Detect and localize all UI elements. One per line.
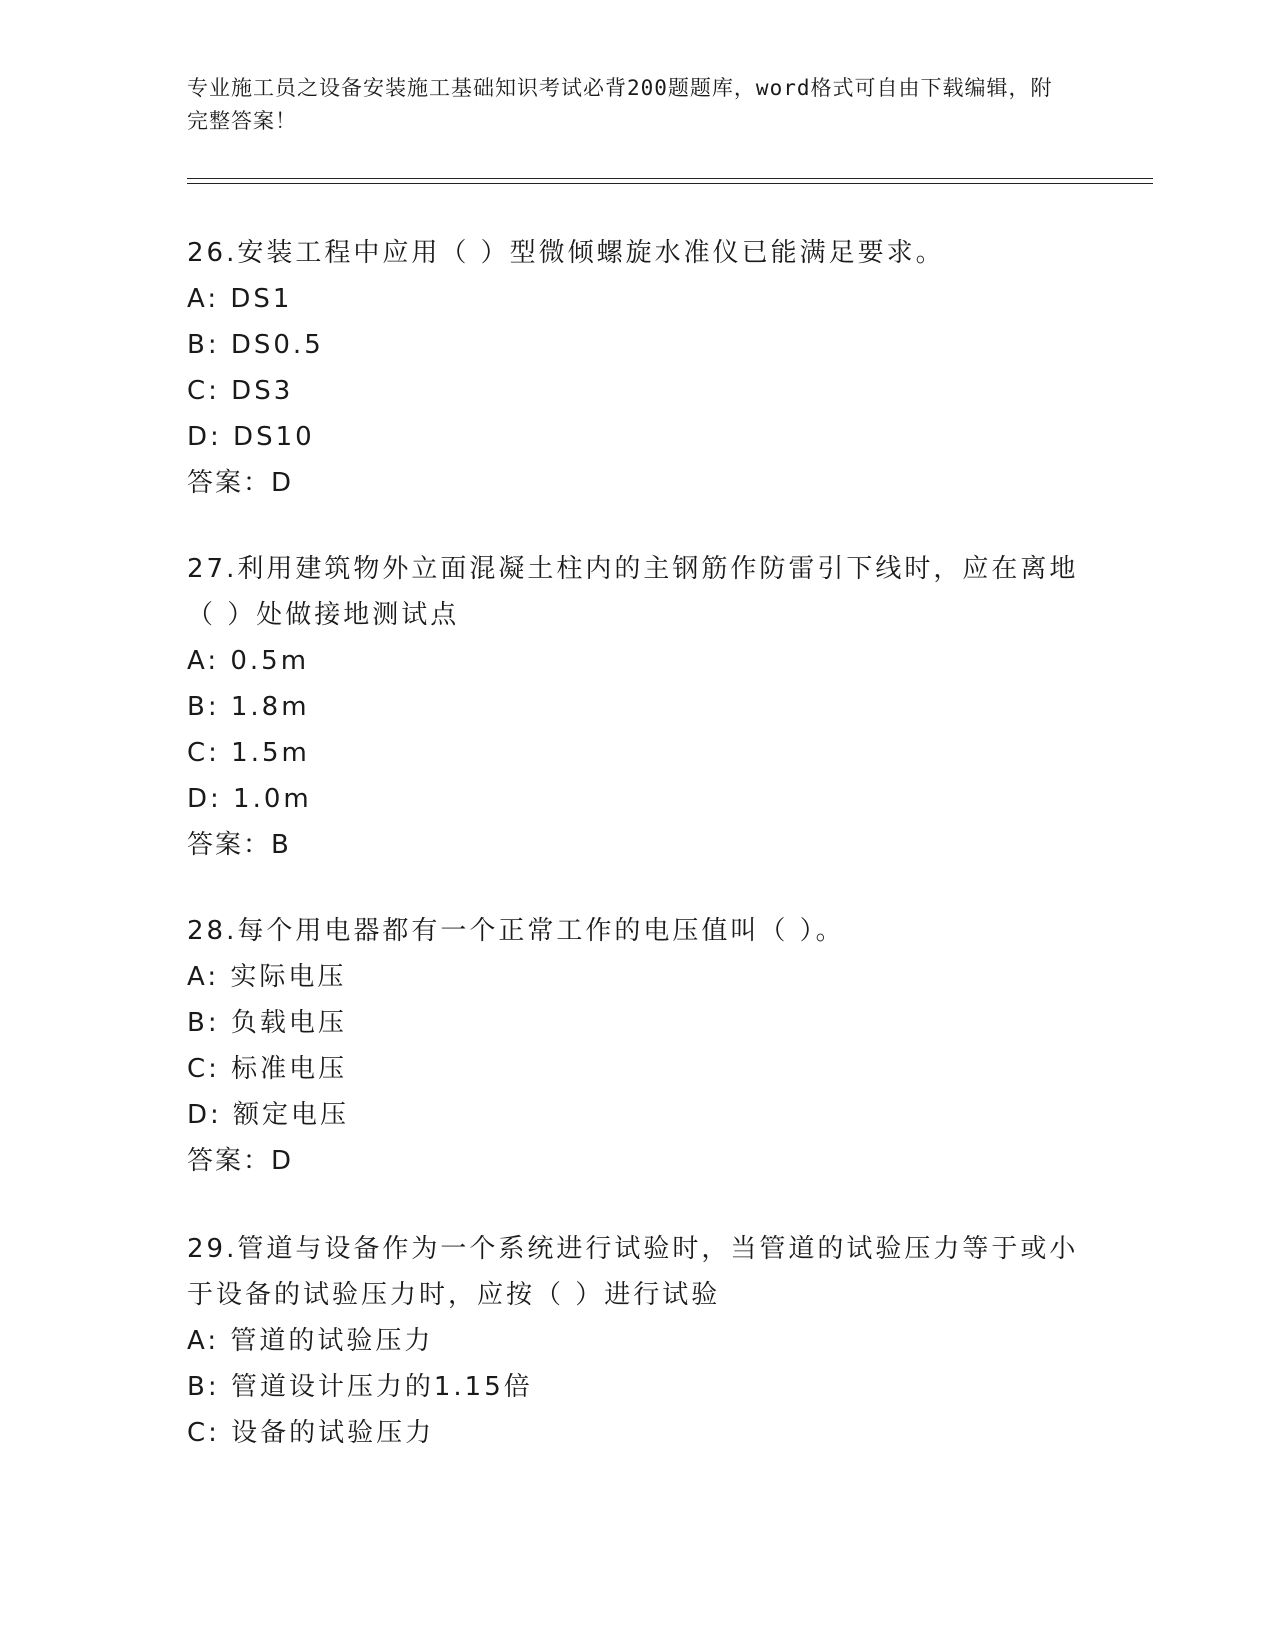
header-divider-bottom bbox=[187, 183, 1153, 184]
question-27 bbox=[187, 546, 1087, 868]
answer-line: 答案：D bbox=[187, 468, 294, 498]
question-stem: 26.安装工程中应用（ ）型微倾螺旋水准仪已能满足要求。 bbox=[187, 238, 945, 268]
option-d: D: 1.0m bbox=[187, 784, 312, 814]
option-list bbox=[187, 638, 1087, 822]
question-stem: 29.管道与设备作为一个系统进行试验时，当管道的试验压力等于或小于设备的试验压力时，应按（ ）进行试验 bbox=[187, 1234, 1079, 1310]
option-list bbox=[187, 954, 1087, 1138]
option-c: C: 1.5m bbox=[187, 738, 310, 768]
option-b: B: DS0.5 bbox=[187, 330, 324, 360]
answer-line: 答案：B bbox=[187, 830, 291, 860]
option-d: D: 额定电压 bbox=[187, 1100, 350, 1130]
question-stem: 27.利用建筑物外立面混凝土柱内的主钢筋作防雷引下线时，应在离地（ ）处做接地测试点 bbox=[187, 554, 1079, 630]
option-b: B: 1.8m bbox=[187, 692, 310, 722]
option-d: D: DS10 bbox=[187, 422, 315, 452]
document-header: 专业施工员之设备安装施工基础知识考试必背200题题库，word格式可自由下载编辑，附完整答案！ bbox=[187, 76, 1053, 133]
option-b: B: 负载电压 bbox=[187, 1008, 347, 1038]
question-28 bbox=[187, 908, 1087, 1184]
option-list bbox=[187, 1318, 1087, 1456]
option-c: C: 设备的试验压力 bbox=[187, 1418, 435, 1448]
option-c: C: 标准电压 bbox=[187, 1054, 348, 1084]
answer-line: 答案：D bbox=[187, 1146, 294, 1176]
option-b: B: 管道设计压力的1.15倍 bbox=[187, 1372, 533, 1402]
header-divider-top bbox=[187, 178, 1153, 179]
question-stem: 28.每个用电器都有一个正常工作的电压值叫（ ）。 bbox=[187, 916, 845, 946]
option-a: A: DS1 bbox=[187, 284, 293, 314]
question-26 bbox=[187, 230, 1087, 506]
option-a: A: 0.5m bbox=[187, 646, 310, 676]
option-a: A: 管道的试验压力 bbox=[187, 1326, 434, 1356]
option-c: C: DS3 bbox=[187, 376, 294, 406]
option-a: A: 实际电压 bbox=[187, 962, 347, 992]
option-list bbox=[187, 276, 1087, 460]
question-29 bbox=[187, 1226, 1087, 1456]
